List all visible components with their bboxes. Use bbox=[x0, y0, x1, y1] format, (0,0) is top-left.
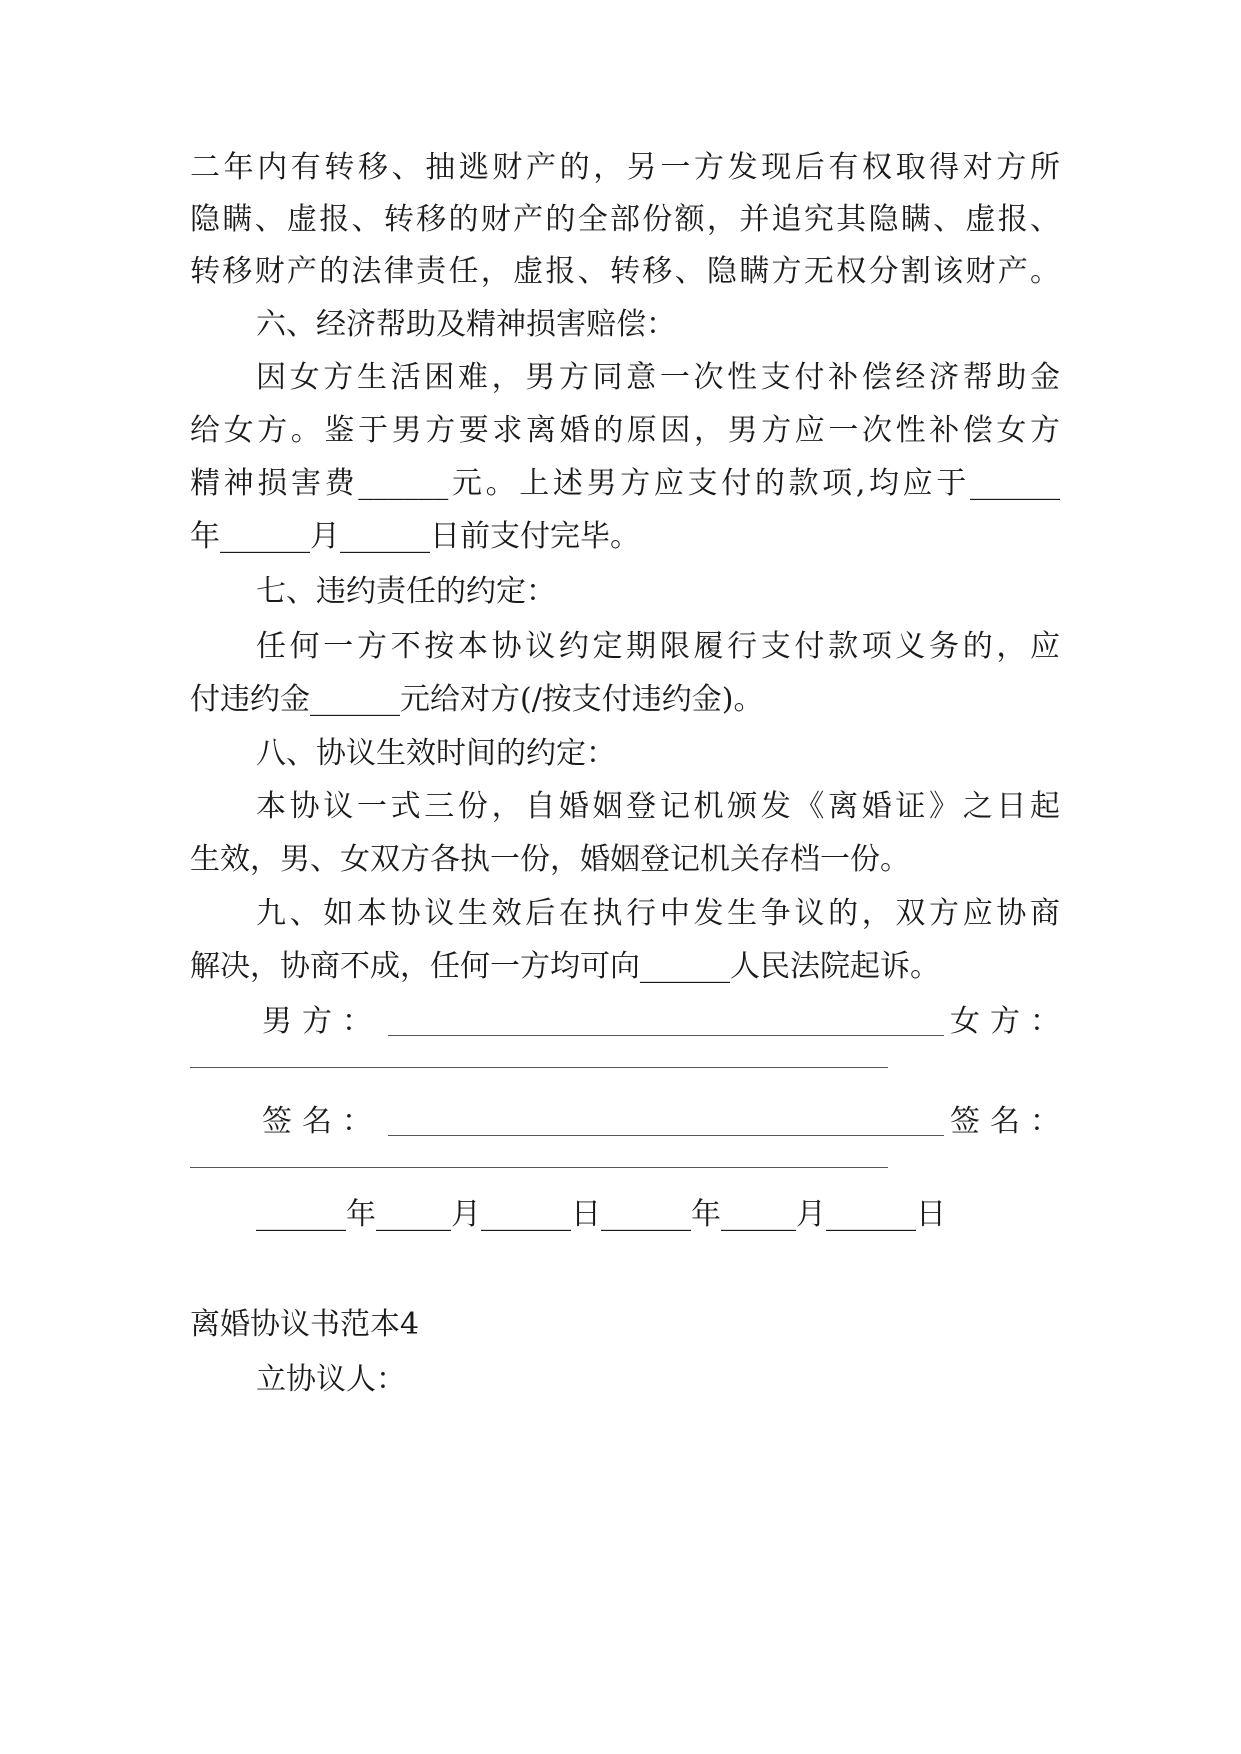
paragraph-line: 本协议一式三份，自婚姻登记机颁发《离婚证》之日起 bbox=[256, 789, 1060, 824]
female-sign-label: 签名： bbox=[950, 1104, 1070, 1139]
paragraph-line: 隐瞒、虚报、转移的财产的全部份额，并追究其隐瞒、虚报、 bbox=[190, 202, 1060, 237]
paragraph-line: 精神损害费______元。上述男方应支付的款项,均应于______ bbox=[190, 466, 1060, 501]
paragraph-line: 生效，男、女双方各执一份，婚姻登记机关存档一份。 bbox=[190, 842, 910, 877]
paragraph-line: 年______月______日前支付完毕。 bbox=[190, 519, 640, 554]
paragraph-line: 付违约金______元给对方(/按支付违约金)。 bbox=[190, 682, 764, 717]
signature-row bbox=[262, 1102, 1070, 1142]
paragraph-line: 解决，协商不成，任何一方均可向______人民法院起诉。 bbox=[190, 949, 940, 984]
paragraph-line: 二年内有转移、抽逃财产的，另一方发现后有权取得对方所 bbox=[190, 150, 1060, 185]
section-heading: 七、违约责任的约定： bbox=[256, 574, 556, 609]
paragraph-line: 立协议人： bbox=[256, 1362, 406, 1397]
female-party-label: 女方： bbox=[950, 1004, 1070, 1039]
section-heading: 六、经济帮助及精神损害赔偿： bbox=[256, 307, 676, 342]
female-party-blank bbox=[190, 1067, 888, 1068]
party-names-row bbox=[262, 1002, 1070, 1042]
male-sign-blank bbox=[388, 1105, 944, 1136]
signature-date-line: ______年_____月______日______年_____月______日 bbox=[256, 1197, 946, 1232]
paragraph-line: 任何一方不按本协议约定期限履行支付款项义务的，应 bbox=[256, 629, 1060, 664]
paragraph-line: 因女方生活困难，男方同意一次性支付补偿经济帮助金 bbox=[256, 360, 1060, 395]
paragraph-line: 给女方。鉴于男方要求离婚的原因，男方应一次性补偿女方 bbox=[190, 413, 1060, 448]
female-sign-blank bbox=[190, 1167, 888, 1168]
paragraph-line: 九、如本协议生效后在执行中发生争议的，双方应协商 bbox=[256, 896, 1060, 931]
male-sign-label: 签名： bbox=[262, 1104, 382, 1139]
male-party-blank bbox=[388, 1005, 944, 1036]
male-party-label: 男方： bbox=[262, 1004, 382, 1039]
section-heading: 八、协议生效时间的约定： bbox=[256, 736, 616, 771]
section-title: 离婚协议书范本4 bbox=[190, 1307, 420, 1342]
paragraph-line: 转移财产的法律责任，虚报、转移、隐瞒方无权分割该财产。 bbox=[190, 254, 1060, 289]
